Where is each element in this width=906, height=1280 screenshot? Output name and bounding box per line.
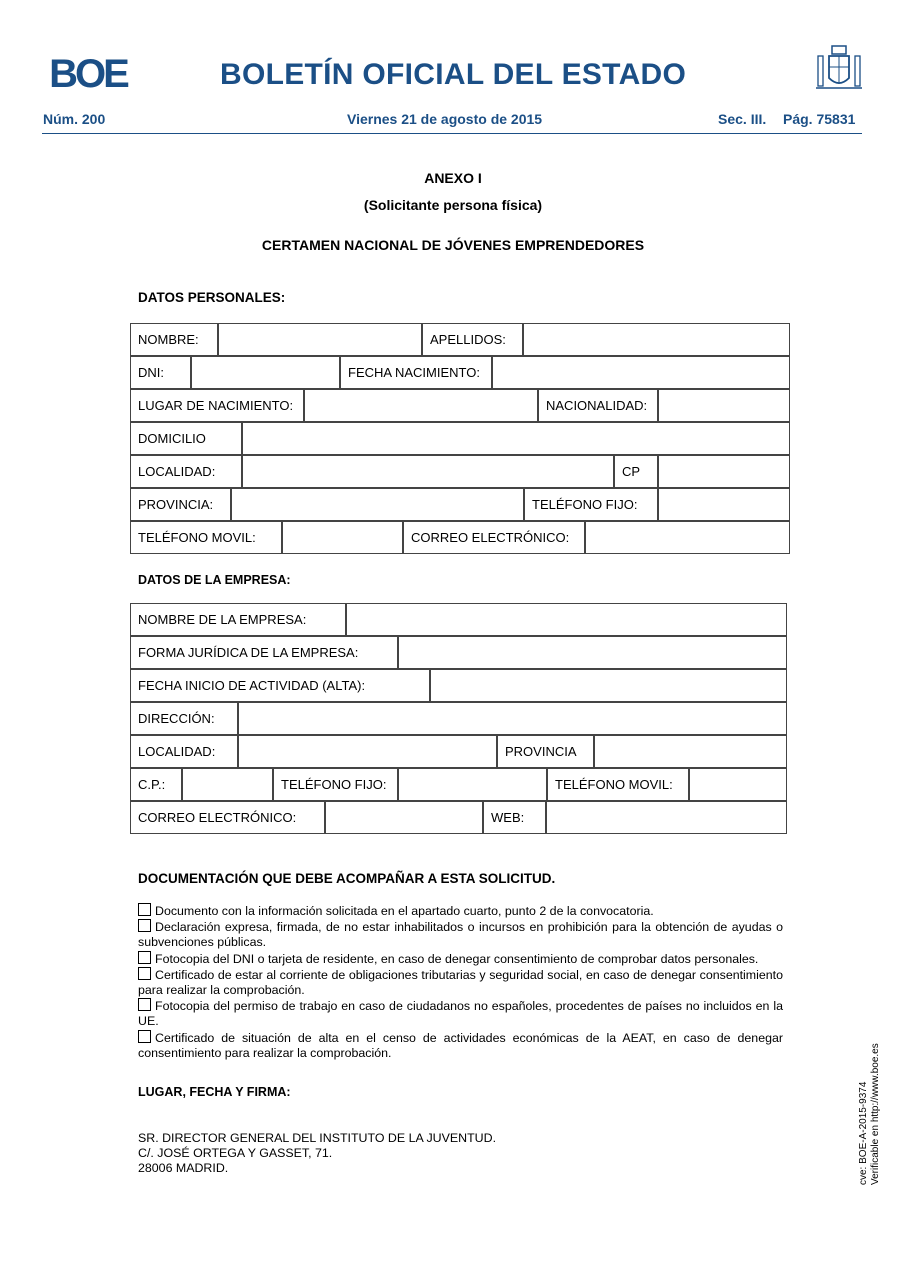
input-field[interactable]	[492, 356, 790, 389]
field-label: APELLIDOS:	[422, 323, 523, 356]
documentation-list	[138, 903, 783, 1061]
verification-note	[858, 1043, 882, 1185]
form-row	[131, 637, 788, 670]
page-title: BOLETÍN OFICIAL DEL ESTADO	[220, 58, 687, 91]
input-field[interactable]	[430, 669, 787, 702]
field-label: CP	[614, 455, 658, 488]
field-label: C.P.:	[130, 768, 182, 801]
input-field[interactable]	[523, 323, 790, 356]
checkbox[interactable]	[138, 919, 151, 932]
input-field[interactable]	[182, 768, 273, 801]
field-label: NOMBRE:	[130, 323, 218, 356]
input-field[interactable]	[346, 603, 787, 636]
annex-title: ANEXO I	[424, 170, 482, 186]
field-label: NACIONALIDAD:	[538, 389, 658, 422]
company-data-heading: DATOS DE LA EMPRESA:	[138, 573, 291, 587]
company-data-table	[131, 604, 788, 835]
field-label: FORMA JURÍDICA DE LA EMPRESA:	[130, 636, 398, 669]
header-divider	[42, 133, 862, 134]
recipient-address	[138, 1131, 496, 1177]
input-field[interactable]	[282, 521, 403, 554]
form-row	[131, 769, 788, 802]
contest-title: CERTAMEN NACIONAL DE JÓVENES EMPRENDEDORES	[261, 237, 645, 253]
checkbox[interactable]	[138, 951, 151, 964]
input-field[interactable]	[658, 389, 790, 422]
doc-item: Certificado de estar al corriente de obligaciones tributarias y seguridad social, en caso de denegar consentimiento para realizar la comprobación.	[138, 967, 783, 998]
documentation-heading: DOCUMENTACIÓN QUE DEBE ACOMPAÑAR A ESTA SOLICITUD.	[138, 871, 556, 886]
form-row	[131, 604, 788, 637]
field-label: FECHA NACIMIENTO:	[340, 356, 492, 389]
form-row	[131, 802, 788, 835]
signature-heading: LUGAR, FECHA Y FIRMA:	[138, 1085, 291, 1099]
field-label: LOCALIDAD:	[130, 735, 238, 768]
annex-subtitle: (Solicitante persona física)	[363, 197, 543, 213]
input-field[interactable]	[304, 389, 538, 422]
field-label: LUGAR DE NACIMIENTO:	[130, 389, 304, 422]
svg-text:BOE: BOE	[49, 54, 127, 92]
field-label: DOMICILIO	[130, 422, 242, 455]
form-row	[131, 489, 791, 522]
checkbox[interactable]	[138, 903, 151, 916]
checkbox[interactable]	[138, 998, 151, 1011]
input-field[interactable]	[585, 521, 790, 554]
input-field[interactable]	[242, 422, 790, 455]
doc-item: Documento con la información solicitada en el apartado cuarto, punto 2 de la convocatoria.	[138, 903, 783, 919]
form-row	[131, 390, 791, 423]
input-field[interactable]	[398, 636, 787, 669]
field-label: PROVINCIA	[497, 735, 594, 768]
field-label: TELÉFONO FIJO:	[524, 488, 658, 521]
form-row	[131, 522, 791, 555]
field-label: WEB:	[483, 801, 546, 834]
field-label: TELÉFONO MOVIL:	[547, 768, 689, 801]
doc-item: Certificado de situación de alta en el censo de actividades económicas de la AEAT, en caso de denegar consentimiento para realizar la comprobación.	[138, 1030, 783, 1060]
input-field[interactable]	[231, 488, 524, 521]
input-field[interactable]	[658, 488, 790, 521]
input-field[interactable]	[325, 801, 483, 834]
input-field[interactable]	[689, 768, 787, 801]
issue-number: Núm. 200	[43, 111, 106, 127]
checkbox[interactable]	[138, 1030, 151, 1043]
doc-item: Fotocopia del DNI o tarjeta de residente, en caso de denegar consentimiento de comprobar datos personales.	[138, 951, 783, 967]
input-field[interactable]	[218, 323, 422, 356]
address-line: SR. DIRECTOR GENERAL DEL INSTITUTO DE LA JUVENTUD.	[138, 1131, 497, 1145]
address-line: C/. JOSÉ ORTEGA Y GASSET, 71.	[138, 1146, 333, 1161]
cve-code: cve: BOE-A-2015-9374	[858, 1081, 869, 1185]
input-field[interactable]	[238, 735, 497, 768]
field-label: DIRECCIÓN:	[130, 702, 238, 735]
form-row	[131, 703, 788, 736]
form-row	[131, 736, 788, 769]
field-label: TELÉFONO FIJO:	[273, 768, 398, 801]
field-label: DNI:	[130, 356, 191, 389]
field-label: PROVINCIA:	[130, 488, 231, 521]
field-label: CORREO ELECTRÓNICO:	[403, 521, 585, 554]
personal-data-table	[131, 324, 791, 555]
input-field[interactable]	[546, 801, 787, 834]
field-label: CORREO ELECTRÓNICO:	[130, 801, 325, 834]
issue-date: Viernes 21 de agosto de 2015	[347, 111, 543, 127]
input-field[interactable]	[398, 768, 547, 801]
form-row	[131, 324, 791, 357]
checkbox[interactable]	[138, 967, 151, 980]
form-row	[131, 357, 791, 390]
section-label: Sec. III.	[718, 111, 767, 127]
doc-item: Declaración expresa, firmada, de no estar inhabilitados o incursos en prohibición para la obtención de ayudas o subvenciones públicas.	[138, 920, 783, 950]
input-field[interactable]	[238, 702, 787, 735]
coat-of-arms-icon	[814, 44, 864, 96]
input-field[interactable]	[242, 455, 614, 488]
verification-url: Verificable en http://www.boe.es	[870, 1043, 881, 1185]
input-field[interactable]	[658, 455, 790, 488]
form-row	[131, 423, 791, 456]
page-number: Pág. 75831	[783, 111, 856, 127]
input-field[interactable]	[191, 356, 340, 389]
doc-item: Fotocopia del permiso de trabajo en caso de ciudadanos no españoles, procedentes de países no incluidos en la UE.	[138, 999, 783, 1029]
address-line: 28006 MADRID.	[138, 1161, 229, 1176]
form-row	[131, 670, 788, 703]
boe-logo	[42, 54, 134, 92]
personal-data-heading: DATOS PERSONALES:	[138, 290, 286, 305]
input-field[interactable]	[594, 735, 787, 768]
form-row	[131, 456, 791, 489]
field-label: TELÉFONO MOVIL:	[130, 521, 282, 554]
field-label: FECHA INICIO DE ACTIVIDAD (ALTA):	[130, 669, 430, 702]
field-label: NOMBRE DE LA EMPRESA:	[130, 603, 346, 636]
field-label: LOCALIDAD:	[130, 455, 242, 488]
